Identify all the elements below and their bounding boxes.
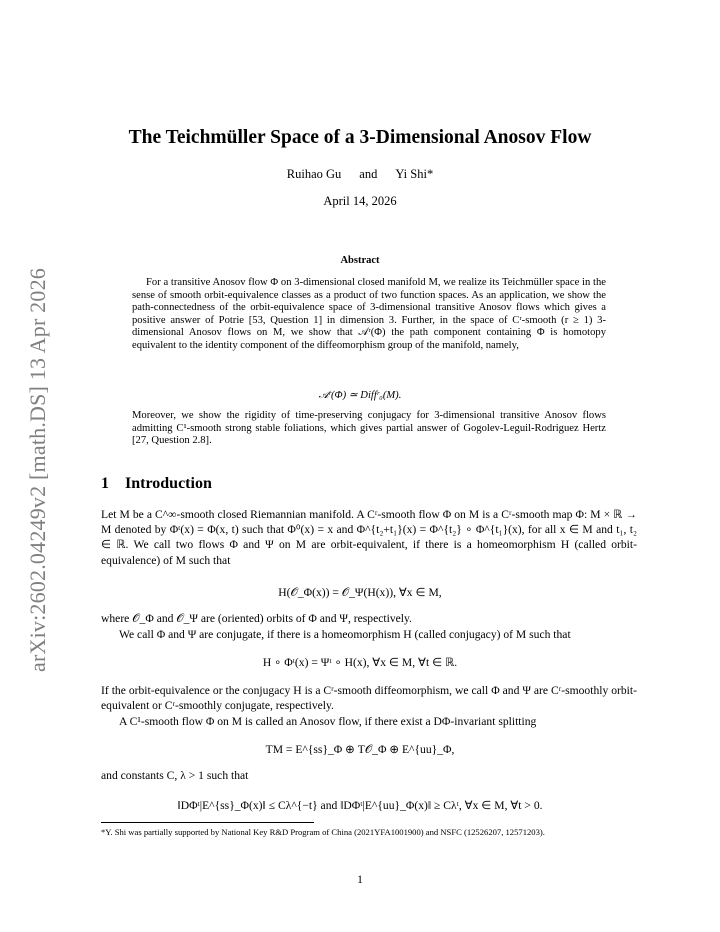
- abstract-paragraph-1: For a transitive Anosov flow Φ on 3-dimensional closed manifold M, we realize its Teichmüller space in the sense of smooth orbit-equivalence classes as a product of two function spaces. As an application, we show the path-connectedness of the orbit-equivalence space of 3-dimensional transitive Anosov flows which gives a positive answer of Potrie [53, Question 1] in dimension 3. Further, in the space of Cʳ-smooth (r ≥ 1) 3-dimensional Anosov flows on M, we show that 𝒜ʳ(Φ) the path component containing Φ is homotopy equivalent to the identity component of the diffeomorphism group of the manifold, namely,: [132, 277, 606, 351]
- equation-conjugacy: H ∘ Φᵗ(x) = Ψᵗ ∘ H(x), ∀x ∈ M, ∀t ∈ ℝ.: [262, 656, 458, 669]
- paper-date: April 14, 2026: [323, 194, 397, 208]
- paper-title: The Teichmüller Space of a 3-Dimensional Anosov Flow: [128, 127, 592, 148]
- body-paragraph-2: where 𝒪_Φ and 𝒪_Ψ are (oriented) orbits of Φ and Ψ, respectively.: [101, 612, 412, 625]
- arxiv-side-stamp: [18, 250, 58, 690]
- abstract-heading: Abstract: [340, 255, 380, 266]
- body-paragraph-4: If the orbit-equivalence or the conjugacy H is a Cʳ-smooth diffeomorphism, we call Φ and Ψ are Cʳ-smoothly orbit-equivalent or Cʳ-smoothly conjugate, respectively.: [101, 684, 637, 713]
- footnote: *Y. Shi was partially supported by National Key R&D Program of China (2021YFA1001900) and NSFC (12526207, 12571203).: [101, 827, 545, 837]
- abstract-paragraph-2: Moreover, we show the rigidity of time-preserving conjugacy for 3-dimensional transitive Anosov flows admitting C¹-smooth strong stable foliations, which gives partial answer of Gogolev-Leguil-Rodriguez Hertz [27, Question 2.8].: [132, 410, 606, 447]
- author-1: Ruihao Gu: [286, 167, 342, 181]
- body-paragraph-6: and constants C, λ > 1 such that: [101, 769, 249, 782]
- section-number: 1: [101, 475, 109, 492]
- body-paragraph-5: A C¹-smooth flow Φ on M is called an Anosov flow, if there exist a DΦ-invariant splitting: [119, 715, 537, 728]
- section-heading: [101, 475, 212, 493]
- body-paragraph-3: We call Φ and Ψ are conjugate, if there is a homeomorphism H (called conjugacy) of M such that: [119, 628, 571, 641]
- author-conjunction: and: [359, 167, 378, 181]
- equation-splitting: TM = E^{ss}_Φ ⊕ T𝒪_Φ ⊕ E^{uu}_Φ,: [265, 743, 455, 756]
- author-line: [0, 167, 720, 182]
- section-title: Introduction: [125, 475, 212, 492]
- abstract-equation: 𝒜ʳ(Φ) ≃ Diffʳ₀(M).: [318, 390, 402, 401]
- page-number: 1: [357, 874, 363, 886]
- footnote-rule: [101, 822, 314, 823]
- equation-anosov-bounds: ‖DΦᵗ|E^{ss}_Φ(x)‖ ≤ Cλ^{−t} and ‖DΦᵗ|E^{uu}_Φ(x)‖ ≥ Cλᵗ, ∀x ∈ M, ∀t > 0.: [177, 799, 543, 812]
- arxiv-identifier: arXiv:2602.04249v2 [math.DS] 13 Apr 2026: [25, 268, 50, 672]
- body-paragraph-1: Let M be a C^∞-smooth closed Riemannian manifold. A Cʳ-smooth flow Φ on M is a Cʳ-smooth map Φ: M × ℝ → M denoted by Φᵗ(x) = Φ(x, t) such that Φ⁰(x) = x and Φ^{t₂+t₁}(x) = Φ^{t₂} ∘ Φ^{t₁}(x), for all x ∈ M and t₁, t₂ ∈ ℝ. We call two flows Φ and Ψ on M are orbit-equivalent, if there is a homeomorphism H (called orbit-equivalence) of M such that: [101, 508, 637, 567]
- author-2: Yi Shi*: [395, 167, 434, 181]
- equation-orbit-equivalence: H(𝒪_Φ(x)) = 𝒪_Ψ(H(x)), ∀x ∈ M,: [278, 586, 442, 599]
